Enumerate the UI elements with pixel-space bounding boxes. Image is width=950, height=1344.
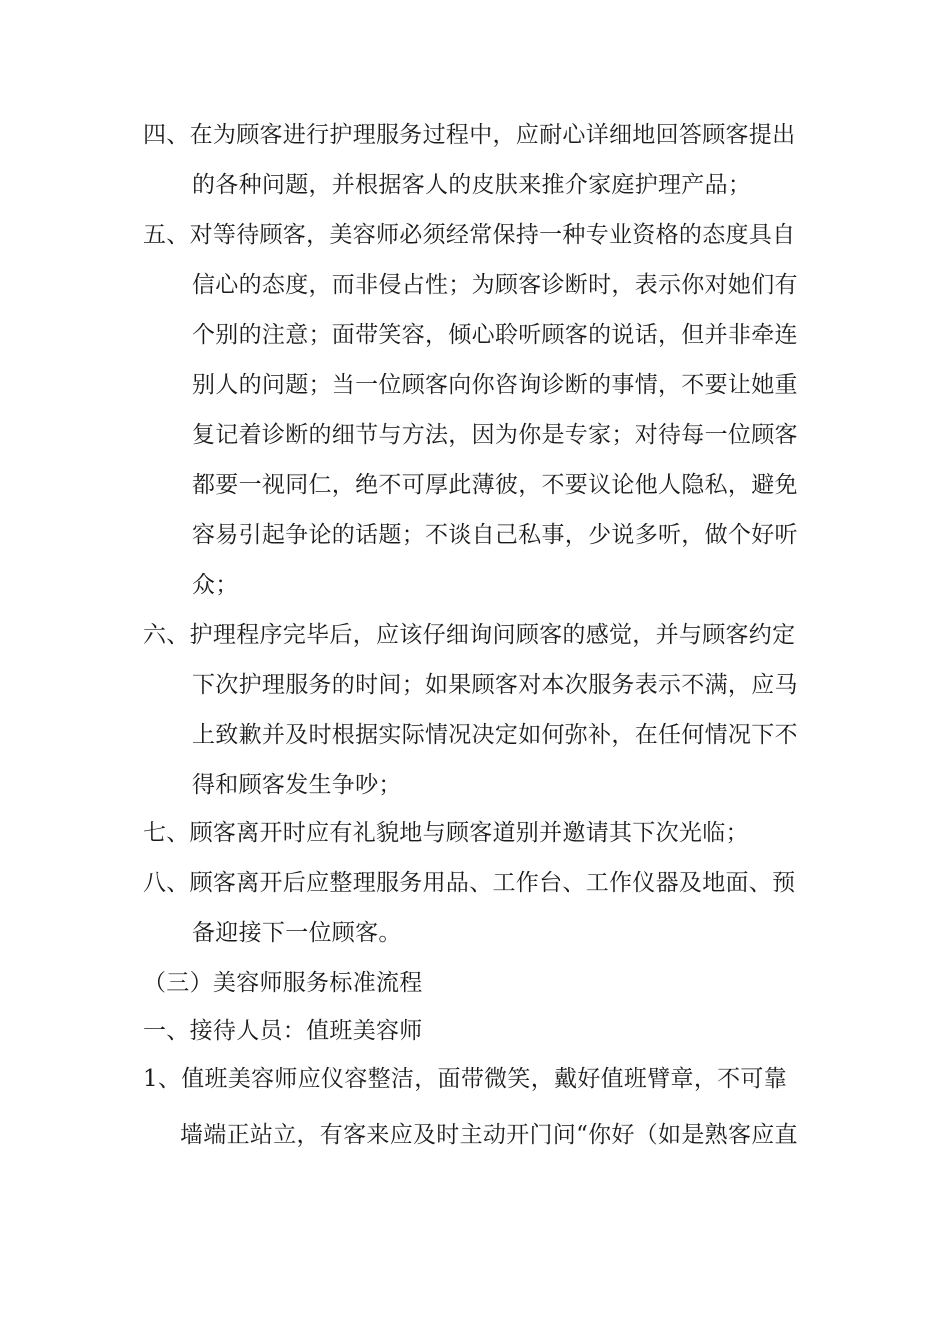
item-7-line-1: 七、顾客离开时应有礼貌地与顾客道别并邀请其下次光临； [143, 820, 749, 846]
item-5-line-4: 别人的问题；当一位顾客向你咨询诊断的事情，不要让她重 [192, 372, 798, 398]
item-8-line-1: 八、顾客离开后应整理服务用品、工作台、工作仪器及地面、预 [143, 870, 796, 896]
item-6-line-1: 六、护理程序完毕后，应该仔细询问顾客的感觉，并与顾客约定 [143, 622, 796, 648]
item-5-line-8: 众； [192, 572, 239, 598]
item-6-line-3: 上致歉并及时根据实际情况决定如何弥补，在任何情况下不 [192, 722, 798, 748]
item-5-line-6: 都要一视同仁，绝不可厚此薄彼，不要议论他人隐私，避免 [192, 472, 798, 498]
item-5-line-2: 信心的态度，而非侵占性；为顾客诊断时，表示你对她们有 [192, 272, 798, 298]
item-6-line-2: 下次护理服务的时间；如果顾客对本次服务表示不满，应马 [192, 672, 798, 698]
step-1-line-2: 墙端正站立，有客来应及时主动开门问“你好（如是熟客应直 [180, 1122, 798, 1148]
item-4-line-2: 的各种问题，并根据客人的皮肤来推介家庭护理产品； [192, 172, 752, 198]
item-5-line-7: 容易引起争论的话题；不谈自己私事，少说多听，做个好听 [192, 522, 798, 548]
section-heading: （三）美容师服务标准流程 [143, 970, 423, 996]
item-5-line-1: 五、对等待顾客，美容师必须经常保持一种专业资格的态度具自 [143, 222, 796, 248]
item-8-line-2: 备迎接下一位顾客。 [192, 920, 402, 946]
item-5-line-3: 个别的注意；面带笑容，倾心聆听顾客的说话，但并非牵连 [192, 322, 798, 348]
sub-heading: 一、接待人员：值班美容师 [143, 1018, 423, 1044]
item-5-line-5: 复记着诊断的细节与方法，因为你是专家；对待每一位顾客 [192, 422, 798, 448]
item-4-line-1: 四、在为顾客进行护理服务过程中，应耐心详细地回答顾客提出 [143, 122, 796, 148]
item-6-line-4: 得和顾客发生争吵； [192, 772, 402, 798]
step-1-line-1: 1、值班美容师应仪容整洁，面带微笑，戴好值班臂章，不可靠 [143, 1066, 788, 1092]
